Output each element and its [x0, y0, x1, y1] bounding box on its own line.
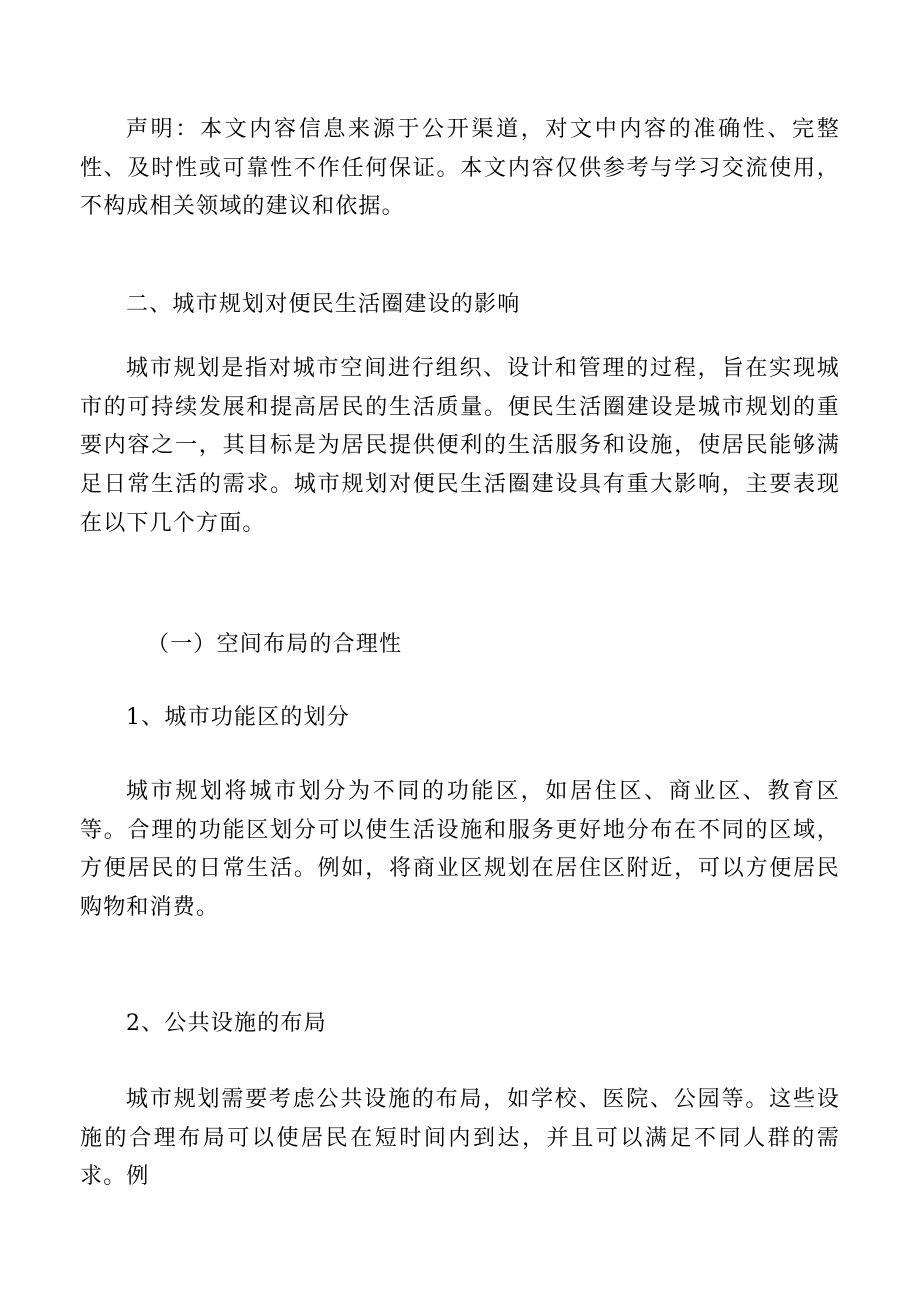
item2-heading: 2、公共设施的布局 — [126, 1011, 327, 1036]
item2-paragraph: 城市规划需要考虑公共设施的布局，如学校、医院、公园等。这些设施的合理布局可以使居民在短时间内到达，并且可以满足不同人群的需求。例 — [80, 1087, 840, 1190]
disclaimer-paragraph: 声明：本文内容信息来源于公开渠道，对文中内容的准确性、完整性、及时性或可靠性不作任何保证。本文内容仅供参考与学习交流使用，不构成相关领域的建议和依据。 — [80, 117, 840, 220]
section-heading: 二、城市规划对便民生活圈建设的影响 — [126, 292, 521, 317]
subsection-heading: （一）空间布局的合理性 — [147, 632, 403, 657]
item1-paragraph: 城市规划将城市划分为不同的功能区，如居住区、商业区、教育区等。合理的功能区划分可以使生活设施和服务更好地分布在不同的区域，方便居民的日常生活。例如，将商业区规划在居住区附近，可以方便居民购物和消费。 — [80, 779, 840, 921]
section-intro-paragraph: 城市规划是指对城市空间进行组织、设计和管理的过程，旨在实现城市的可持续发展和提高居民的生活质量。便民生活圈建设是城市规划的重要内容之一，其目标是为居民提供便利的生活服务和设施，使居民能够满足日常生活的需求。城市规划对便民生活圈建设具有重大影响，主要表现在以下几个方面。 — [80, 356, 840, 536]
item1-heading: 1、城市功能区的划分 — [126, 705, 350, 730]
